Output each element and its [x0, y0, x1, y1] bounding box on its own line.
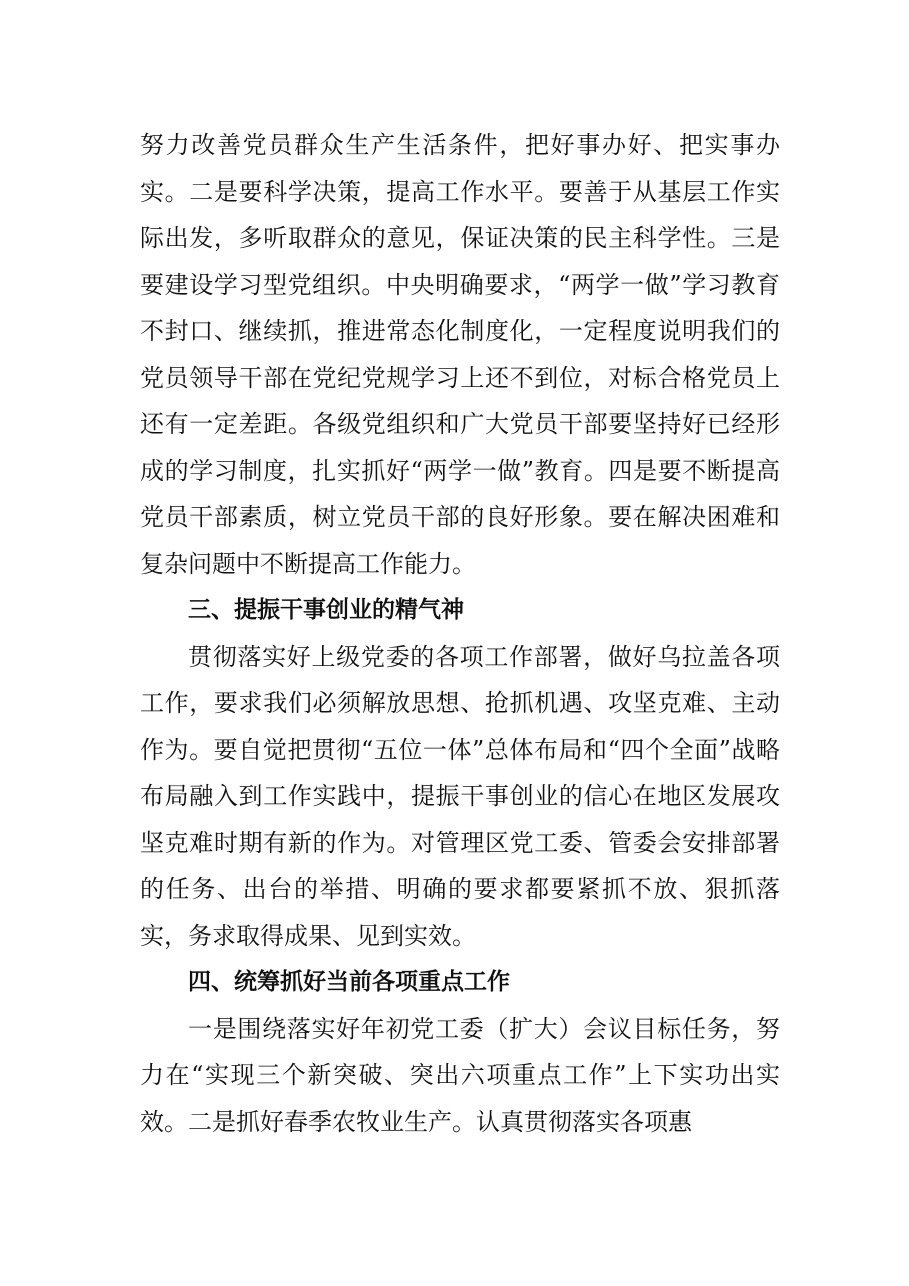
- section-heading-4: 四、统筹抓好当前各项重点工作: [188, 969, 510, 995]
- body-paragraph-section-4: 一是围绕落实好年初党工委（扩大）会议目标任务，努力在“实现三个新突破、突出六项重点工作”上下实功出实效。二是抓好春季农牧业生产。认真贯彻落实各项惠: [140, 1014, 780, 1136]
- body-paragraph-continuation: 努力改善党员群众生产生活条件，把好事办好、把实事办实。二是要科学决策，提高工作水平。要善于从基层工作实际出发，多听取群众的意见，保证决策的民主科学性。三是要建设学习型党组织。中央明确要求，“两学一做”学习教育不封口、继续抓，推进常态化制度化，一定程度说明我们的党员领导干部在党纪党规学习上还不到位，对标合格党员上还有一定差距。各级党组织和广大党员干部要坚持好已经形成的学习制度，扎实抓好“两学一做”教育。四是要不断提高党员干部素质，树立党员干部的良好形象。要在解决困难和复杂问题中不断提高工作能力。: [140, 131, 780, 578]
- body-paragraph-section-3: 贯彻落实好上级党委的各项工作部署，做好乌拉盖各项工作，要求我们必须解放思想、抢抓机遇、攻坚克难、主动作为。要自觉把贯彻“五位一体”总体布局和“四个全面”战略布局融入到工作实践中，提振干事创业的信心在地区发展攻坚克难时期有新的作为。对管理区党工委、管委会安排部署的任务、出台的举措、明确的要求都要紧抓不放、狠抓落实，务求取得成果、见到实效。: [140, 642, 780, 950]
- section-heading-3: 三、提振干事创业的精气神: [188, 597, 464, 623]
- document-page: [140, 122, 780, 1145]
